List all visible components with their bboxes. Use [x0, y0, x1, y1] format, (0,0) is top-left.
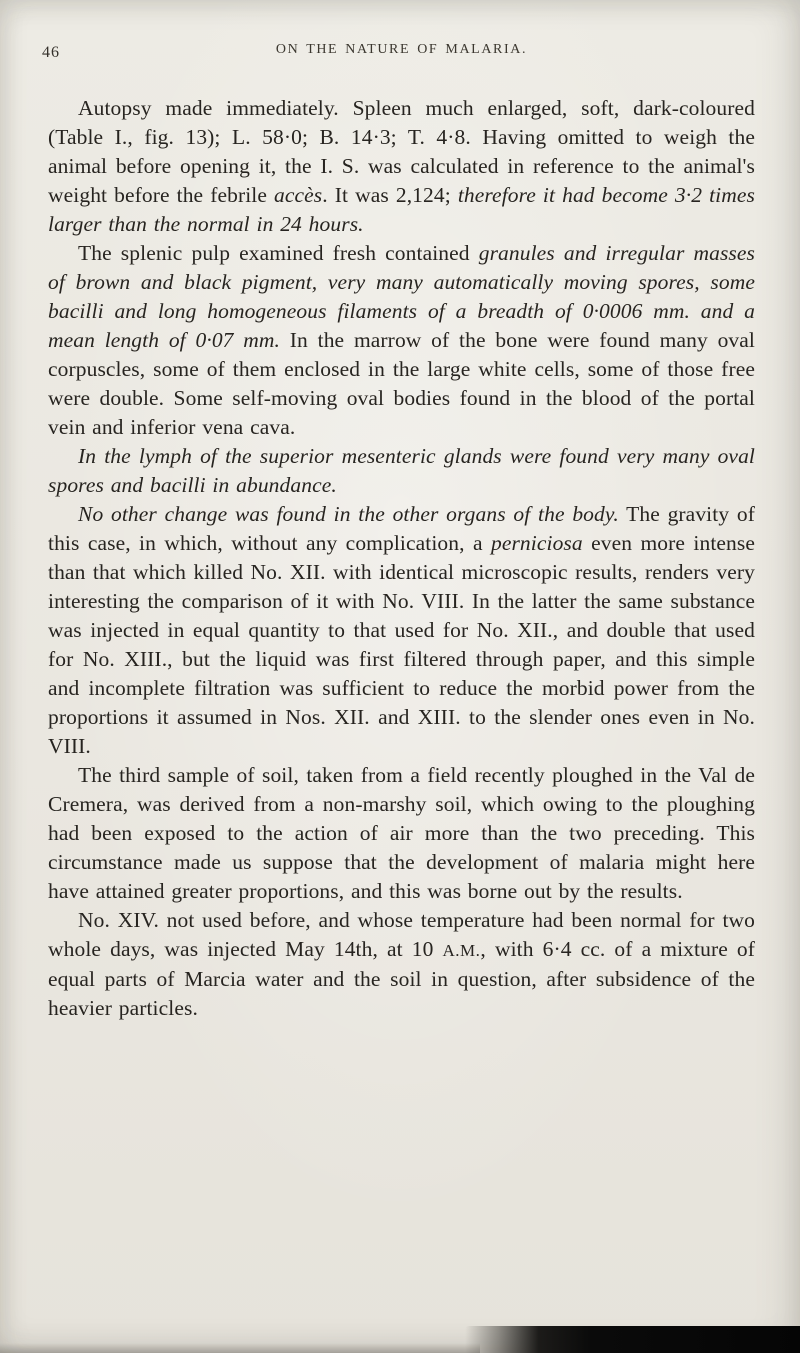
paragraph-lymph: [48, 442, 755, 500]
text-segment-italic: In the lymph of the superior mesenteric glands were found very many oval spores and bacilli in abundance.: [48, 444, 755, 497]
text-segment: . It was 2,124;: [322, 183, 458, 207]
scan-shadow-artifact: [0, 1343, 480, 1353]
running-header-title: ON THE NATURE OF MALARIA.: [275, 42, 528, 57]
paragraph-comparison: [48, 500, 755, 761]
text-segment: , with 6·4 cc. of a mixture of equal parts of Marcia water and the soil in question, after subsidence of the heavier particles.: [48, 937, 755, 1020]
text-segment: Autopsy made immediately. Spleen much enlarged, soft, dark-coloured (Table I., fig. 13); L. 58·0; B. 14·3; T. 4·8. Having omitted to weigh the animal before opening it, the I. S. was calculated in reference to the animal's weight before the febrile: [48, 96, 755, 207]
text-segment-italic: therefore it had become 3·2 times larger than the normal in 24 hours.: [48, 183, 755, 236]
text-segment: In the marrow of the bone were found many oval corpuscles, some of them enclosed in the large white cells, some of those free were double. Some self-moving oval bodies found in the blood of the portal vein and inferior vena cava.: [48, 328, 755, 439]
text-segment-smallcaps: A.M.: [442, 941, 481, 960]
paragraph-injection: [48, 906, 755, 1023]
text-segment: The splenic pulp examined fresh contained: [78, 241, 479, 265]
text-segment-italic: perniciosa: [490, 531, 583, 555]
text-segment-italic: granules and irregular masses of brown and black pigment, very many automatically moving spores, some bacilli and long homogeneous filaments of a breadth of 0·0006 mm. and a mean length of 0·07 mm.: [48, 241, 755, 352]
paragraph-splenic-pulp: [48, 239, 755, 442]
scan-black-bar-artifact: [465, 1326, 800, 1353]
text-segment: The third sample of soil, taken from a field recently ploughed in the Val de Cremera, was derived from a non-marshy soil, which owing to the ploughing had been exposed to the action of air more than the two preceding. This circumstance made us suppose that the development of malaria might here have attained greater proportions, and this was borne out by the results.: [48, 763, 755, 903]
text-block: [42, 42, 755, 1023]
page-number: 46: [42, 44, 60, 61]
paragraph-soil-sample: [48, 761, 755, 906]
text-segment: No. XIV. not used before, and whose temperature had been normal for two whole days, was injected May 14th, at 10: [48, 908, 755, 961]
running-header: [42, 42, 755, 64]
text-segment-italic: No other change was found in the other organs of the body.: [78, 502, 619, 526]
page-body: [48, 94, 755, 1023]
paragraph-autopsy: [48, 94, 755, 239]
text-segment: even more intense than that which killed No. XII. with identical microscopic results, renders very interesting the comparison of it with No. VIII. In the latter the same substance was injected in equal quantity to that used for No. XII., and double that used for No. XIII., but the liquid was first filtered through paper, and this simple and incomplete filtration was sufficient to reduce the morbid power from the proportions it assumed in Nos. XII. and XIII. to the slender ones even in No. VIII.: [48, 531, 755, 758]
text-segment-italic: accès: [274, 183, 323, 207]
text-segment: The gravity of this case, in which, without any complication, a: [48, 502, 755, 555]
